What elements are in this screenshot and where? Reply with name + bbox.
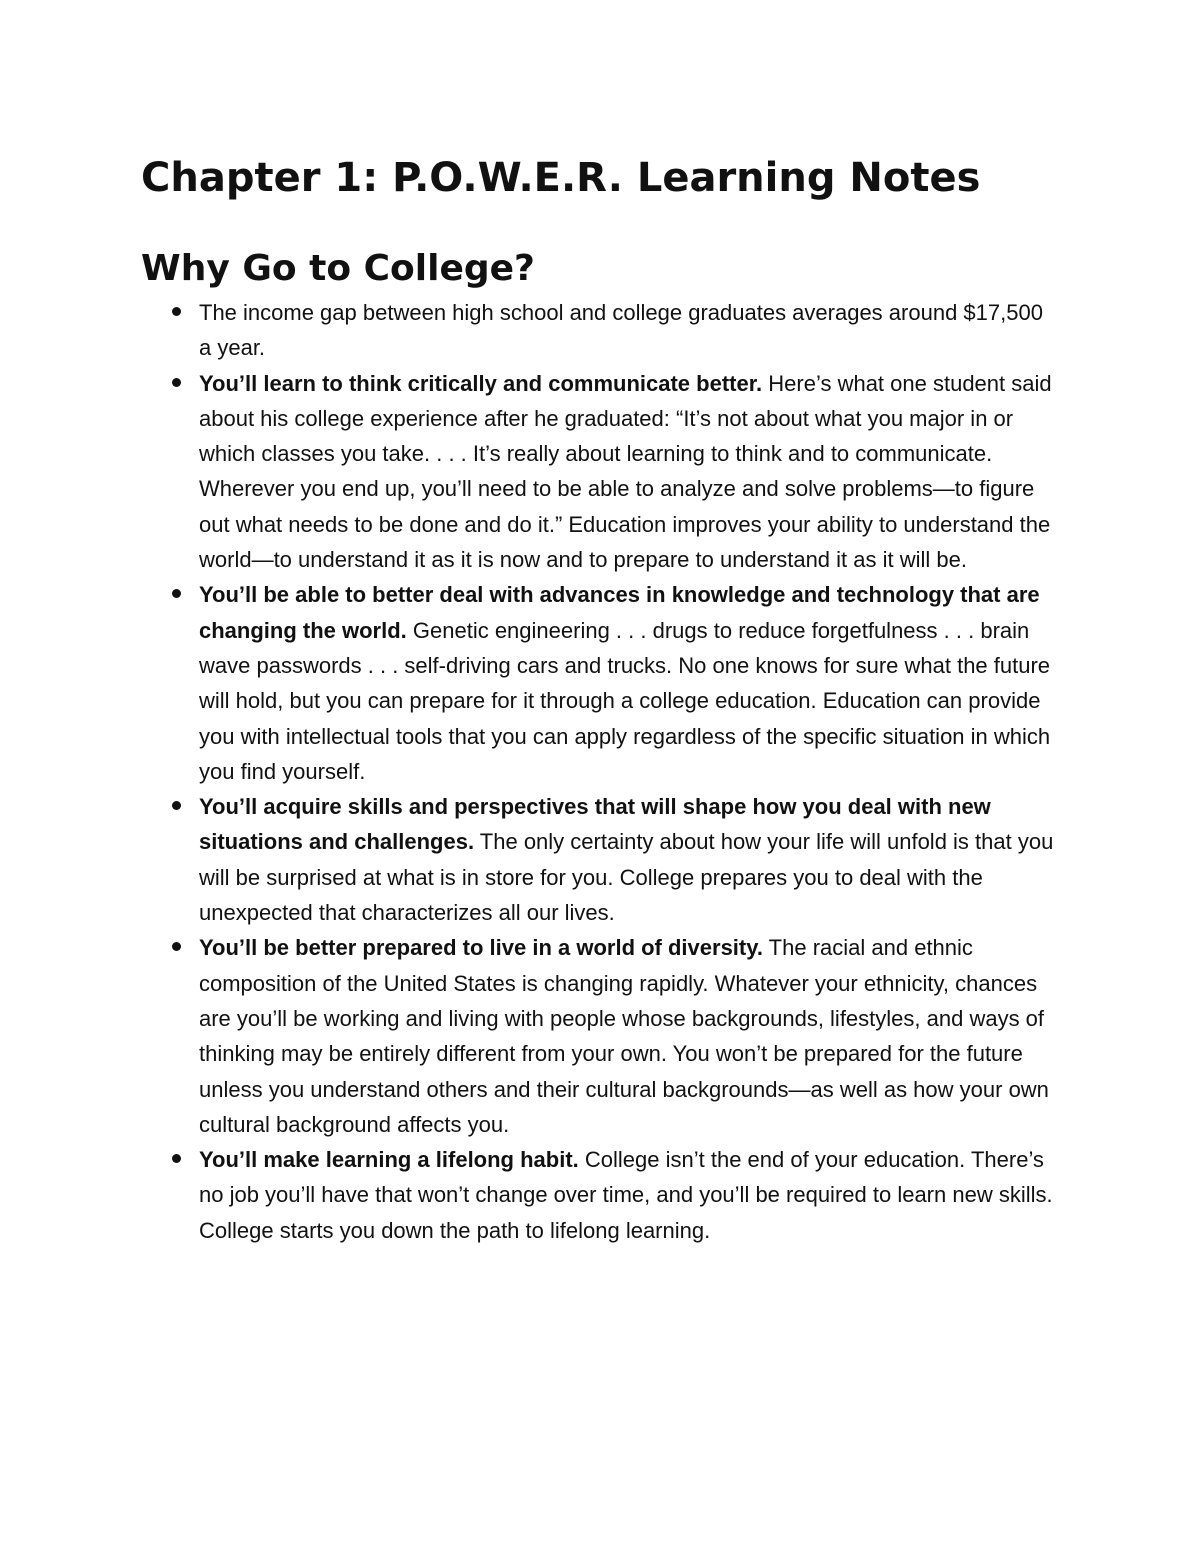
bullet-icon [172,589,181,598]
bullet-text: The income gap between high school and college graduates averages around $17,500 a year. [199,300,1043,361]
list-item [199,366,1059,578]
list-item [199,295,1059,366]
bullet-text: The racial and ethnic composition of the United States is changing rapidly. Whatever your ethnicity, chances are you’ll be working and living with people whose backgrounds, lifestyles, and ways of thinking may be entirely different from your own. You won’t be prepared for the future unless you understand others and their cultural backgrounds—as well as how your own cultural background affects you. [199,935,1049,1137]
list-item [199,1142,1059,1248]
bullet-icon [172,801,181,810]
bullet-text: Here’s what one student said about his college experience after he graduated: “It’s not about what you major in or which classes you take. . . . It’s really about learning to think and to communicate. Wherever you end up, you’ll need to be able to analyze and solve problems—to figure out what needs to be done and do it.” Education improves your ability to understand the world—to understand it as it is now and to prepare to understand it as it will be. [199,370,1052,573]
section-heading: Why Go to College? [141,248,535,289]
list-item [199,789,1059,930]
bullet-list [199,295,1059,1248]
bullet-text: Genetic engineering . . . drugs to reduce forgetfulness . . . brain wave passwords . . . self-driving cars and trucks. No one knows for sure what the future will hold, but you can prepare for it through a college education. Education can provide you with intellectual tools that you can apply regardless of the specific situation in which you find yourself. [199,617,1051,784]
bullet-lead: You’ll acquire skills and perspectives that will shape how you deal with new situations and challenges. [199,794,991,855]
bullet-lead: You’ll be better prepared to live in a world of diversity. [199,935,763,961]
bullet-text: College isn’t the end of your education. There’s no job you’ll have that won’t change over time, and you’ll be required to learn new skills. College starts you down the path to lifelong learning. [199,1147,1053,1243]
bullet-icon [172,378,181,387]
bullet-lead: You’ll learn to think critically and communicate better. [199,370,763,396]
list-item [199,930,1059,1142]
bullet-icon [172,1154,181,1163]
bullet-icon [172,307,181,316]
bullet-lead: You’ll be able to better deal with advances in knowledge and technology that are changing the world. [199,582,1040,643]
bullet-lead: You’ll make learning a lifelong habit. [199,1147,579,1173]
bullet-icon [172,942,181,951]
list-item [199,577,1059,789]
bullet-text: The only certainty about how your life will unfold is that you will be surprised at what is in store for you. College prepares you to deal with the unexpected that characterizes all our lives. [199,829,1054,926]
document-title: Chapter 1: P.O.W.E.R. Learning Notes [141,155,981,201]
